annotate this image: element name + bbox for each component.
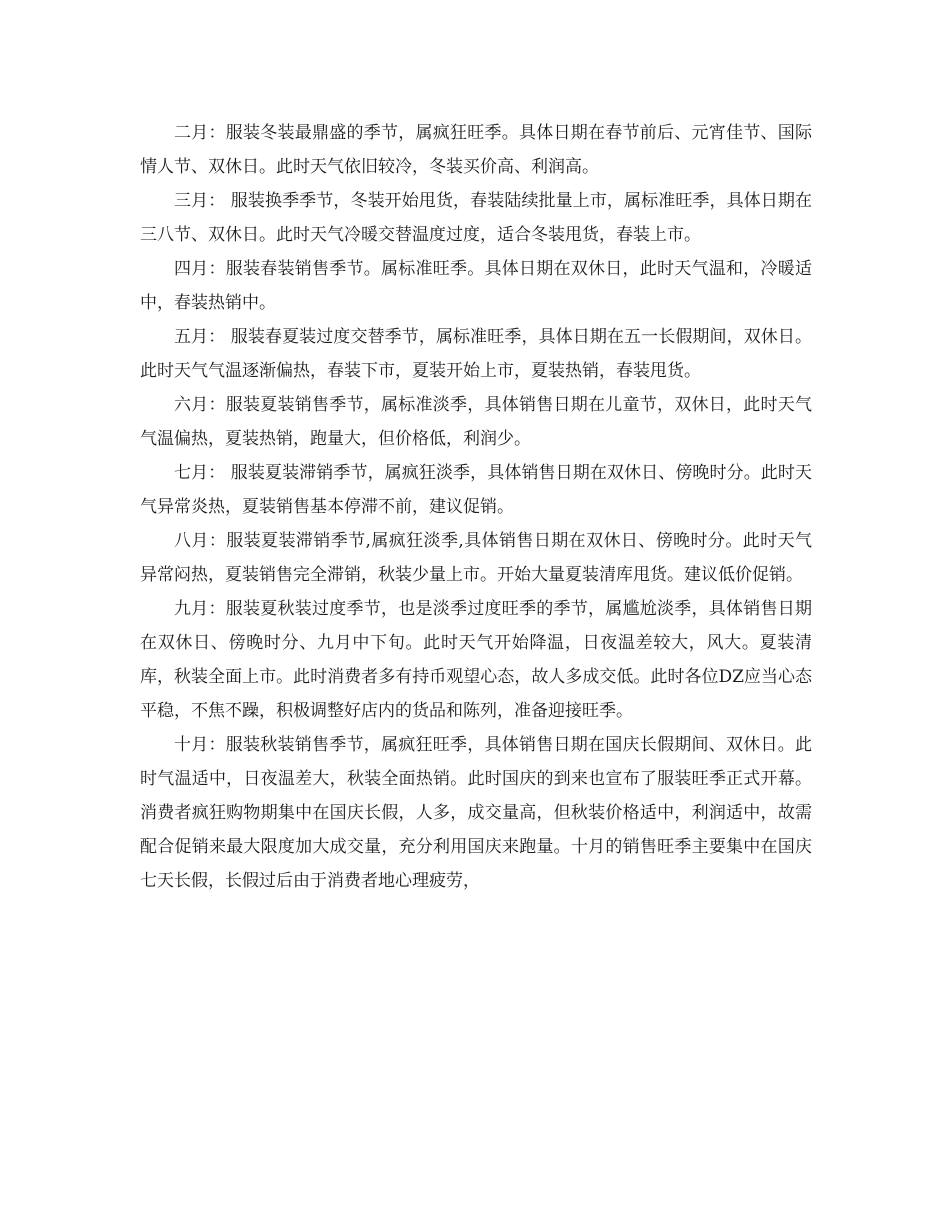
paragraph-february: 二月：服装冬装最鼎盛的季节，属疯狂旺季。具体日期在春节前后、元宵佳节、国际情人节、双休日。此时天气依旧较冷，冬装买价高、利润高。 bbox=[140, 123, 812, 177]
paragraph-may: 五月： 服装春夏装过度交替季节，属标准旺季，具体日期在五一长假期间，双休日。此时天气气温逐渐偏热，春装下市，夏装开始上市，夏装热销，春装甩货。 bbox=[140, 327, 812, 381]
paragraph-september: 九月：服装夏秋装过度季节，也是淡季过度旺季的季节，属尴尬淡季，具体销售日期在双休日、傍晚时分、九月中下旬。此时天气开始降温，日夜温差较大，风大。夏装清库，秋装全面上市。此时消费者多有持币观望心态，故人多成交低。此时各位DZ应当心态平稳，不焦不躁，积极调整好店内的货品和陈列，准备迎接旺季。 bbox=[140, 599, 812, 721]
paragraph-october: 十月：服装秋装销售季节，属疯狂旺季，具体销售日期在国庆长假期间、双休日。此时气温适中，日夜温差大，秋装全面热销。此时国庆的到来也宣布了服装旺季正式开幕。消费者疯狂购物期集中在国庆长假，人多，成交量高，但秋装价格适中，利润适中，故需配合促销来最大限度加大成交量，充分利用国庆来跑量。十月的销售旺季主要集中在国庆七天长假，长假过后由于消费者地心理疲劳， bbox=[140, 735, 812, 891]
paragraph-june: 六月：服装夏装销售季节，属标准淡季，具体销售日期在儿童节，双休日，此时天气气温偏热，夏装热销，跑量大，但价格低，利润少。 bbox=[140, 395, 812, 449]
document-body bbox=[140, 116, 812, 898]
paragraph-march: 三月： 服装换季季节，冬装开始甩货，春装陆续批量上市，属标准旺季，具体日期在三八节、双休日。此时天气冷暖交替温度过度，适合冬装甩货，春装上市。 bbox=[140, 191, 812, 245]
paragraph-april: 四月：服装春装销售季节。属标准旺季。具体日期在双休日，此时天气温和，冷暖适中，春装热销中。 bbox=[140, 259, 812, 313]
paragraph-august: 八月：服装夏装滞销季节,属疯狂淡季,具体销售日期在双休日、傍晚时分。此时天气异常闷热，夏装销售完全滞销，秋装少量上市。开始大量夏装清库甩货。建议低价促销。 bbox=[140, 531, 812, 585]
paragraph-july: 七月： 服装夏装滞销季节，属疯狂淡季，具体销售日期在双休日、傍晚时分。此时天气异常炎热，夏装销售基本停滞不前，建议促销。 bbox=[140, 463, 812, 517]
